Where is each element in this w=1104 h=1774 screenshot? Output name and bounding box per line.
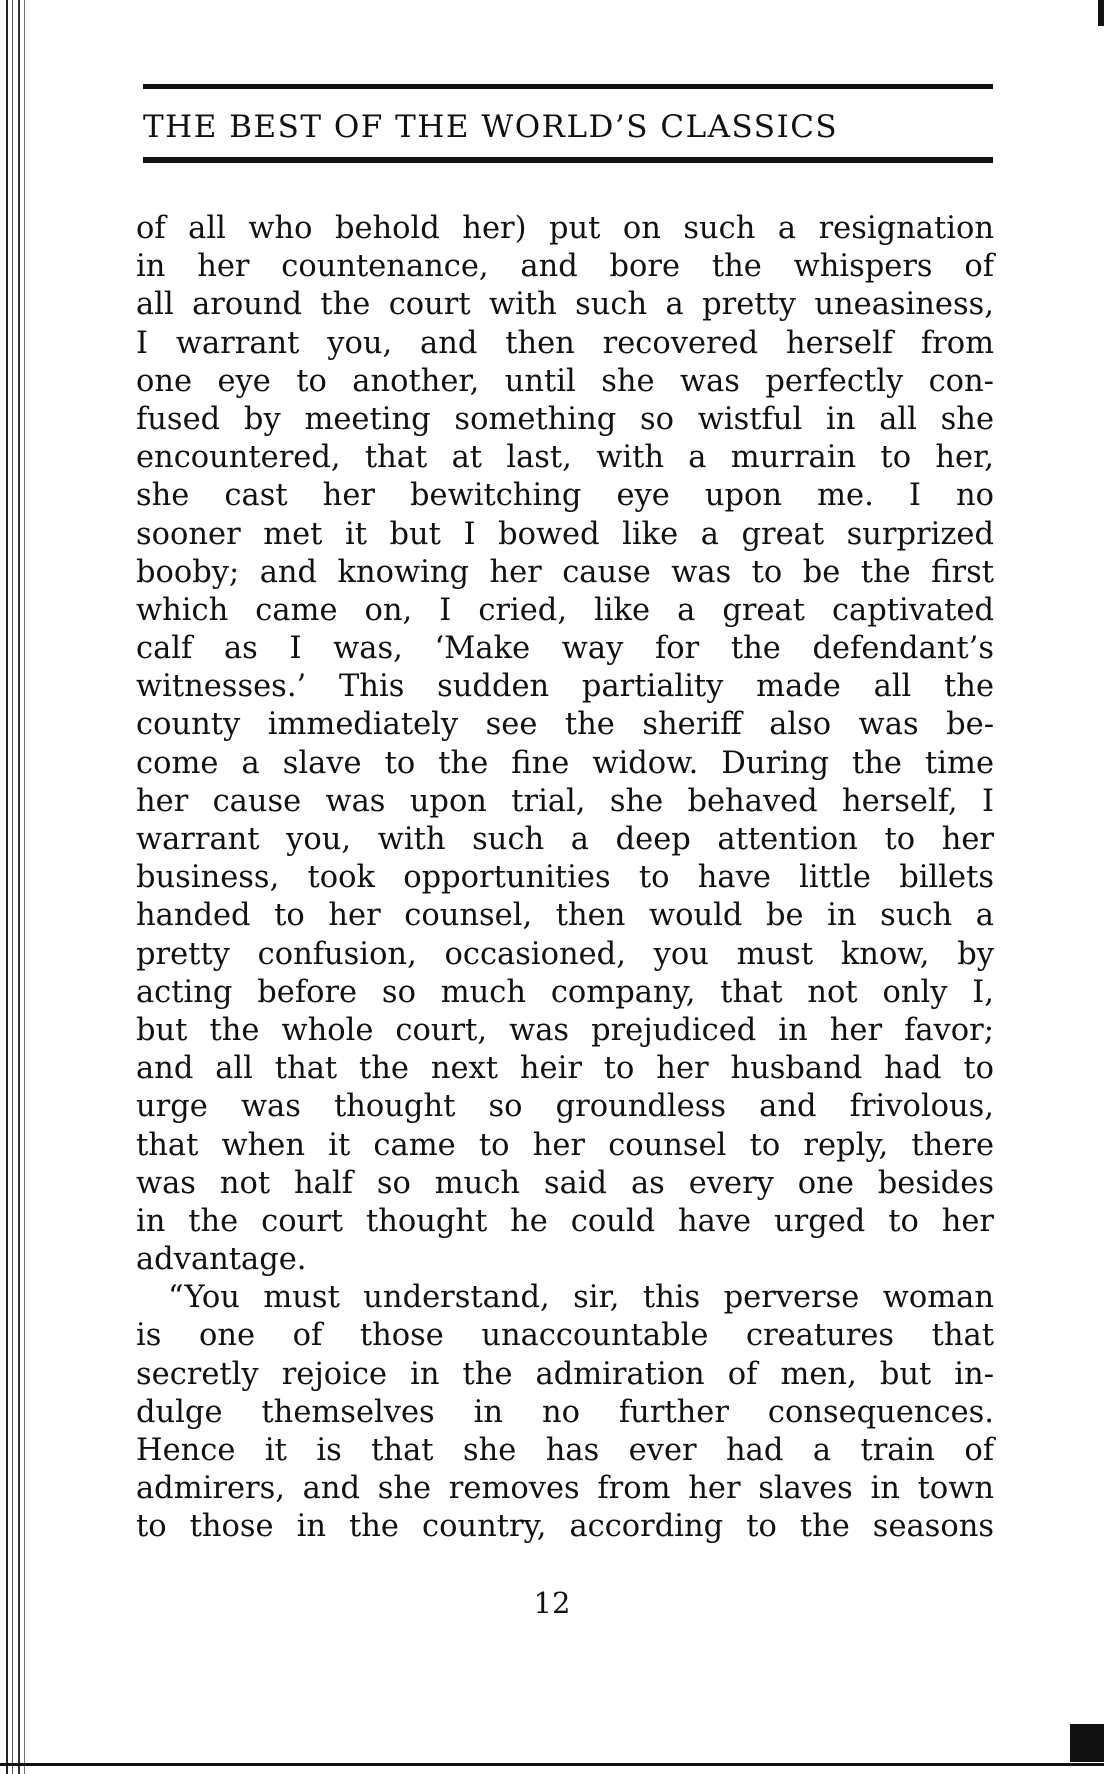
text-line: sooner met it but I bowed like a great surprized bbox=[136, 516, 994, 552]
text-line: is one of those unaccountable creatures that bbox=[136, 1318, 994, 1354]
scan-bottom-edge bbox=[0, 1763, 1104, 1766]
scan-corner-mark bbox=[1070, 1724, 1104, 1762]
header-rule-top bbox=[143, 84, 993, 89]
binding-edge-line bbox=[24, 0, 25, 1774]
text-line: of all who behold her) put on such a resignation bbox=[136, 211, 994, 246]
page-body-text bbox=[136, 210, 994, 1547]
text-line: business, took opportunities to have little billets bbox=[136, 860, 994, 896]
text-line: I warrant you, and then recovered herself from bbox=[136, 325, 994, 361]
text-line: secretly rejoice in the admiration of men, but in- bbox=[136, 1356, 994, 1392]
text-line-paragraph-end: advantage. bbox=[136, 1242, 307, 1278]
text-line: county immediately see the sheriff also was be- bbox=[136, 707, 994, 743]
text-line: in her countenance, and bore the whispers of bbox=[136, 249, 994, 285]
text-line: one eye to another, until she was perfectly con- bbox=[136, 363, 994, 399]
text-line: pretty confusion, occasioned, you must know, by bbox=[136, 936, 994, 972]
text-line: her cause was upon trial, she behaved herself, I bbox=[136, 783, 994, 819]
text-line: acting before so much company, that not only I, bbox=[136, 974, 994, 1010]
text-line: in the court thought he could have urged to her bbox=[136, 1203, 994, 1239]
text-line: warrant you, with such a deep attention to her bbox=[136, 822, 994, 857]
text-line: calf as I was, ‘Make way for the defendant’s bbox=[136, 631, 994, 667]
text-line: that when it came to her counsel to reply, there bbox=[136, 1127, 994, 1163]
text-line: Hence it is that she has ever had a train of bbox=[136, 1433, 994, 1468]
text-line: booby; and knowing her cause was to be the first bbox=[136, 554, 994, 590]
text-line: admirers, and she removes from her slaves in town bbox=[136, 1471, 994, 1507]
text-line: which came on, I cried, like a great captivated bbox=[136, 592, 994, 628]
text-line: all around the court with such a pretty uneasiness, bbox=[136, 287, 994, 323]
text-line-paragraph-start: “You must understand, sir, this perverse woman bbox=[168, 1280, 994, 1316]
text-line: to those in the country, according to the seasons bbox=[136, 1509, 994, 1545]
scan-corner-mark bbox=[1098, 0, 1104, 26]
page-number: 12 bbox=[533, 1586, 571, 1620]
running-head-title: THE BEST OF THE WORLD’S CLASSICS bbox=[143, 109, 839, 145]
binding-edge-line bbox=[6, 0, 8, 1774]
text-line: dulge themselves in no further consequences. bbox=[136, 1394, 994, 1430]
text-line: she cast her bewitching eye upon me. I no bbox=[136, 478, 994, 514]
header-rule-bottom bbox=[143, 157, 993, 163]
text-line: encountered, that at last, with a murrain to her, bbox=[136, 440, 994, 476]
text-line: come a slave to the fine widow. During the time bbox=[136, 745, 994, 781]
text-line: but the whole court, was prejudiced in her favor; bbox=[136, 1012, 994, 1048]
text-line: and all that the next heir to her husband had to bbox=[136, 1051, 994, 1087]
text-line: fused by meeting something so wistful in all she bbox=[136, 401, 994, 437]
binding-edge-line bbox=[12, 0, 13, 1774]
text-line: witnesses.’ This sudden partiality made all the bbox=[136, 669, 994, 705]
text-line: urge was thought so groundless and frivolous, bbox=[136, 1089, 994, 1125]
running-header bbox=[143, 84, 993, 163]
text-line: handed to her counsel, then would be in such a bbox=[136, 898, 994, 934]
text-line: was not half so much said as every one besides bbox=[136, 1165, 994, 1201]
binding-edge-line bbox=[18, 0, 20, 1774]
